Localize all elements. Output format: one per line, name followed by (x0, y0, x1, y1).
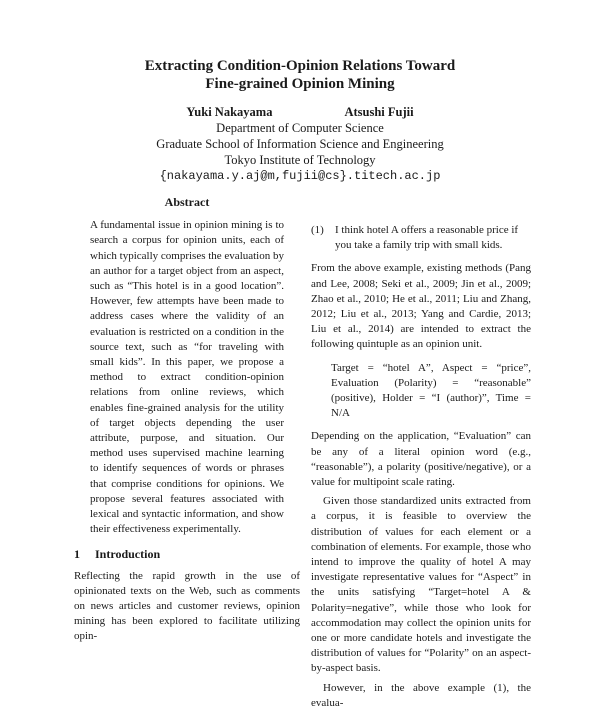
quintuple-example: Target = “hotel A”, Aspect = “price”, Evaluation (Polarity) = “reasonable” (positive), Holder = “I (author)”, Time = N/A (331, 361, 531, 420)
author-email: {nakayama.y.aj@m,fujii@cs}.titech.ac.jp (159, 169, 441, 183)
example-number: (1) (311, 224, 324, 236)
paper-title (60, 57, 540, 93)
author-names (60, 104, 540, 120)
author-block (60, 104, 540, 184)
author-2: Atsushi Fujii (344, 105, 414, 119)
title-line-1: Extracting Condition-Opinion Relations Toward (144, 58, 456, 74)
abstract-body (90, 218, 284, 537)
paragraph-2: Depending on the application, “Evaluation” can be any of a literal opinion word (e.g., “reasonable”), a polarity (positive/negative), or a value for multipoint scale rating. (311, 430, 531, 489)
right-column (311, 223, 531, 715)
affiliation-institute: Tokyo Institute of Technology (224, 153, 376, 167)
paragraph-3: Given those standardized units extracted from a corpus, it is feasible to overview the distribution of values for each element or a combination of elements. For example, those who intend to improve the quality of hotel A may investigate representative values for “Aspect” in the units satisfying “Target=hotel A & Polarity=negative”, while those who look for accommodation may collect the opinion units for one or more candidate hotels and investigate the distribution of values for “Polarity” on an aspect-by-aspect basis. (311, 495, 531, 675)
section-title: Introduction (95, 547, 161, 562)
author-1: Yuki Nakayama (186, 105, 273, 119)
paragraph-1: From the above example, existing methods (Pang and Lee, 2008; Seki et al., 2009; Jin et al., 2009; Zhao et al., 2010; He et al., 2011; Liu and Zhang, 2012; Liu et al., 2013; Yang and Cardie, 2013; Liu et al., 2014) are intended to extract the following quintuple as an opinion unit. (311, 262, 531, 351)
affiliation-dept: Department of Computer Science (216, 121, 384, 135)
section-number: 1 (74, 547, 80, 562)
abstract-heading: Abstract (164, 195, 210, 209)
example-text: I think hotel A offers a reasonable price if you take a family trip with small kids. (335, 224, 519, 252)
abstract-text: A fundamental issue in opinion mining is to search a corpus for opinion units, each of which typically comprises the evaluation by an author for a target object from an aspect, such as “This hotel is in a good location”. However, few attempts have been made to address cases where the validity of an evaluation is restricted on a condition in the source text, such as “for traveling with small kids”. In this paper, we propose a method to extract condition-opinion relations from online reviews, which enables fine-grained analysis for the utility of target objects depending the user attribute, purpose, and situation. Our method uses supervised machine learning to identify sequences of words or phrases that comprise conditions for opinions. We propose several features associated with lexical and syntactic information, and show their effectiveness experimentally. (90, 219, 284, 536)
intro-paragraph: Reflecting the rapid growth in the use of opinionated texts on the Web, such as comments on news articles and customer reviews, opinion mining has been explored to facilitate utilizing opin- (74, 569, 300, 643)
title-line-2: Fine-grained Opinion Mining (205, 76, 395, 92)
affiliation-school: Graduate School of Information Science and Engineering (156, 137, 444, 151)
section-heading-introduction (74, 547, 300, 562)
paragraph-4: However, in the above example (1), the evalua- (311, 681, 531, 709)
left-column (74, 195, 300, 645)
example-item (311, 223, 531, 253)
